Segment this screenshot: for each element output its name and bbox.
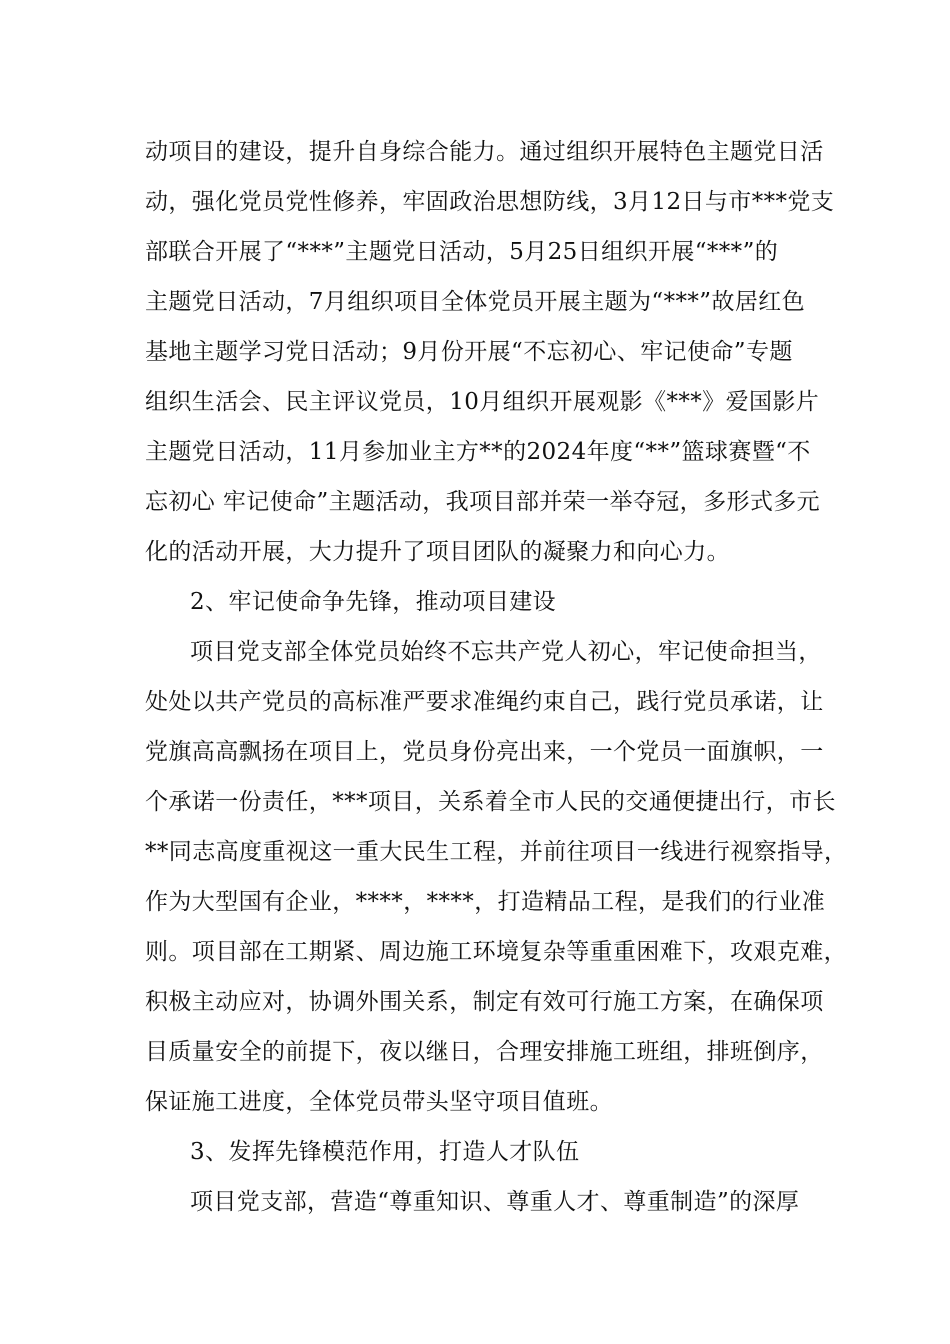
- text-line: 党旗高高飘扬在项目上，党员身份亮出来，一个党员一面旗帜，一: [145, 739, 824, 765]
- text-line: 动项目的建设，提升自身综合能力。通过组织开展特色主题党日活: [145, 139, 824, 165]
- text-line: 基地主题学习党日活动；9月份开展“不忘初心、牢记使命”专题: [145, 339, 793, 365]
- text-line: 则。项目部在工期紧、周边施工环境复杂等重重困难下，攻艰克难，: [145, 939, 847, 965]
- text-line: 动，强化党员党性修养，牢固政治思想防线，3月12日与市***党支: [145, 189, 835, 215]
- text-line: **同志高度重视这一重大民生工程，并前往项目一线进行视察指导，: [145, 839, 848, 865]
- text-line: 忘初心 牢记使命”主题活动，我项目部并荣一举夺冠，多形式多元: [145, 489, 821, 515]
- text-line: 组织生活会、民主评议党员，10月组织开展观影《***》爱国影片: [145, 389, 820, 415]
- text-line: 主题党日活动，7月组织项目全体党员开展主题为“***”故居红色: [145, 289, 806, 315]
- text-line: 处处以共产党员的高标准严要求准绳约束自己，践行党员承诺，让: [145, 689, 824, 715]
- text-line: 主题党日活动，11月参加业主方**的2024年度“**”篮球赛暨“不: [145, 439, 811, 465]
- text-line: 部联合开展了“***”主题党日活动，5月25日组织开展“***”的: [145, 239, 779, 265]
- text-line: 积极主动应对，协调外围关系，制定有效可行施工方案，在确保项: [145, 989, 824, 1015]
- text-line: 保证施工进度，全体党员带头坚守项目值班。: [145, 1089, 613, 1115]
- text-line: 化的活动开展，大力提升了项目团队的凝聚力和向心力。: [145, 539, 730, 565]
- text-line: 作为大型国有企业，****，****，打造精品工程，是我们的行业准: [145, 889, 826, 915]
- section-heading: 2、牢记使命争先锋，推动项目建设: [190, 589, 557, 615]
- text-line: 目质量安全的前提下，夜以继日，合理安排施工班组，排班倒序，: [145, 1039, 824, 1065]
- text-line: 项目党支部，营造“尊重知识、尊重人才、尊重制造”的深厚: [190, 1189, 800, 1215]
- text-line: 个承诺一份责任，***项目，关系着全市人民的交通便捷出行，市长: [145, 789, 836, 815]
- section-heading: 3、发挥先锋模范作用，打造人才队伍: [190, 1139, 580, 1165]
- text-line: 项目党支部全体党员始终不忘共产党人初心，牢记使命担当，: [190, 639, 822, 665]
